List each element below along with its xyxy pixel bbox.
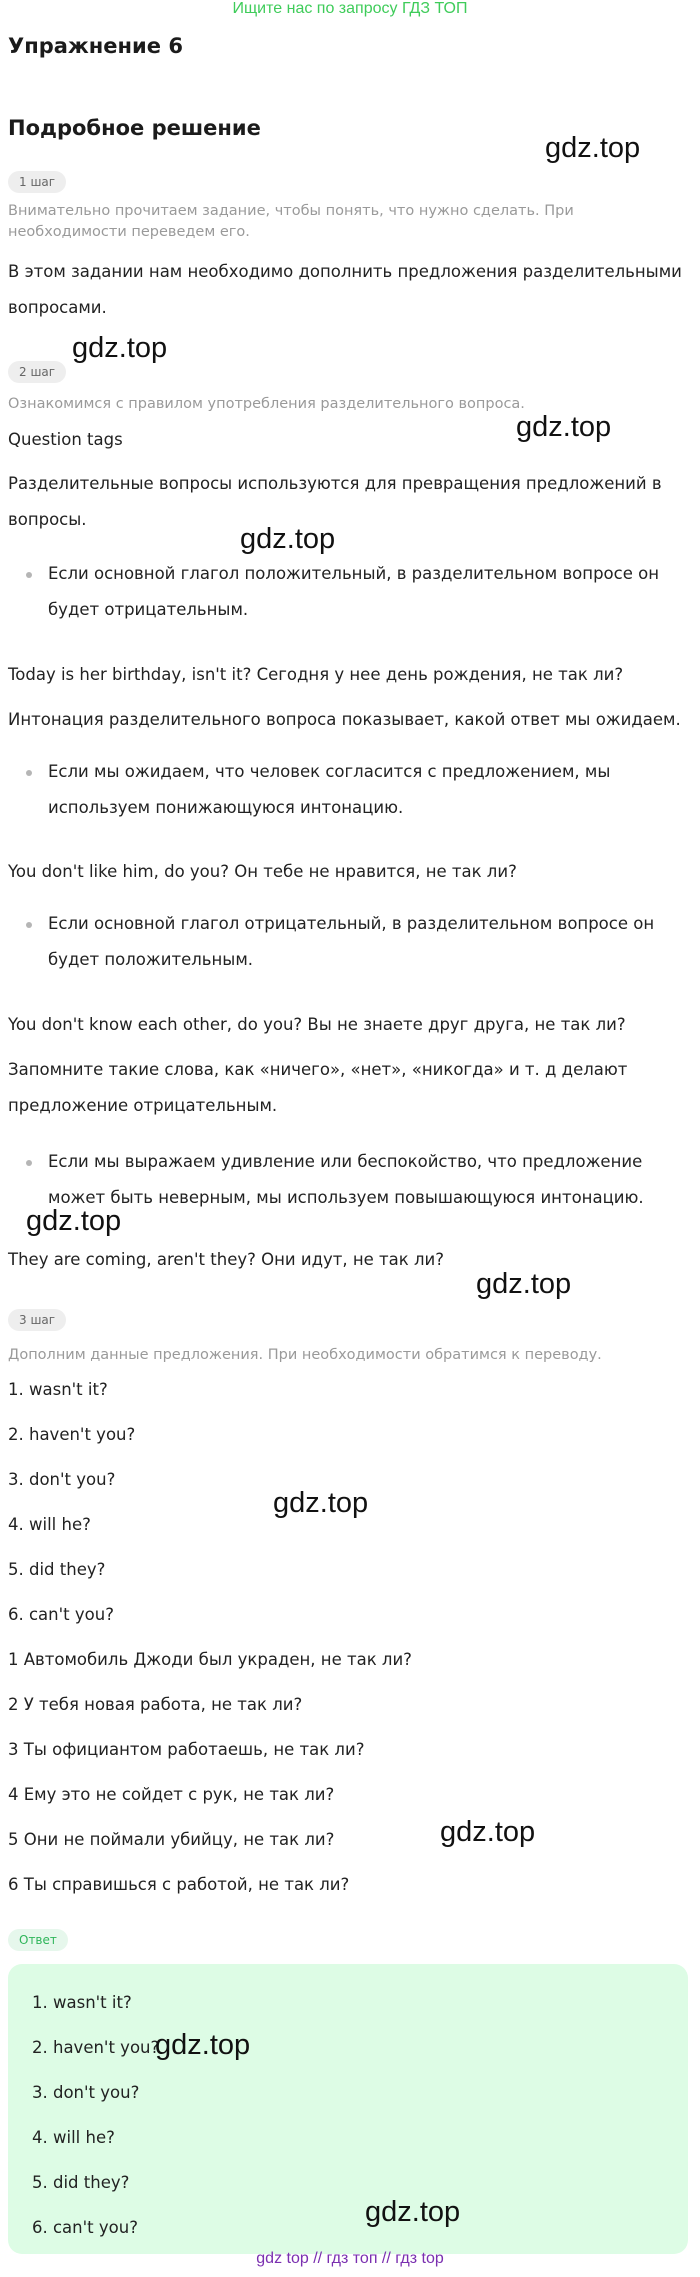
answer-item: 2. haven't you? xyxy=(32,2038,160,2057)
rule-heading: Question tags xyxy=(8,430,123,449)
rule-bullet-3: Если основной глагол отрицательный, в разделительном вопросе он будет положительным. xyxy=(48,914,655,969)
watermark: gdz.top xyxy=(155,2029,251,2061)
bullet-dot xyxy=(26,572,32,578)
translation: 4 Ему это не сойдет с рук, не так ли? xyxy=(8,1785,335,1804)
step2-note: Ознакомимся с правилом употребления разделительного вопроса. xyxy=(8,396,525,412)
rule-bullet-2: Если мы ожидаем, что человек согласится с предложением, мы используем понижающуюся интонацию. xyxy=(48,762,611,817)
step3-note: Дополним данные предложения. При необходимости обратимся к переводу. xyxy=(8,1347,602,1363)
translation: 1 Автомобиль Джоди был украден, не так ли? xyxy=(8,1650,412,1669)
answer-label: Ответ xyxy=(8,1929,68,1951)
step3-answer: 3. don't you? xyxy=(8,1470,116,1489)
answer-item: 6. can't you? xyxy=(32,2218,138,2237)
solution-title: Подробное решение xyxy=(8,116,261,140)
watermark: gdz.top xyxy=(440,1816,536,1848)
step1-text: В этом задании нам необходимо дополнить предложения разделительными вопросами. xyxy=(8,262,682,317)
example-2: You don't like him, do you? Он тебе не нравится, не так ли? xyxy=(8,862,517,881)
example-3: You don't know each other, do you? Вы не знаете друг друга, не так ли? xyxy=(8,1015,626,1034)
answer-item: 5. did they? xyxy=(32,2173,130,2192)
exercise-title: Упражнение 6 xyxy=(8,34,183,58)
watermark: gdz.top xyxy=(26,1205,122,1237)
watermark: gdz.top xyxy=(365,2196,461,2228)
watermark: gdz.top xyxy=(476,1268,572,1300)
answer-item: 3. don't you? xyxy=(32,2083,140,2102)
example-1: Today is her birthday, isn't it? Сегодня у нее день рождения, не так ли? xyxy=(8,665,624,684)
rule-bullet-1: Если основной глагол положительный, в разделительном вопросе он будет отрицательным. xyxy=(48,564,659,619)
translation: 6 Ты справишься с работой, не так ли? xyxy=(8,1875,350,1894)
bullet-dot xyxy=(26,1160,32,1166)
step-badge-1: 1 шаг xyxy=(8,171,66,193)
search-banner[interactable]: Ищите нас по запросу ГДЗ ТОП xyxy=(232,0,468,17)
step3-answer: 6. can't you? xyxy=(8,1605,114,1624)
remember-text: Запомните такие слова, как «ничего», «нет», «никогда» и т. д делают предложение отрицательным. xyxy=(8,1060,628,1115)
answer-item: 4. will he? xyxy=(32,2128,115,2147)
step-badge-3: 3 шаг xyxy=(8,1309,66,1331)
bullet-dot xyxy=(26,770,32,776)
translation: 5 Они не поймали убийцу, не так ли? xyxy=(8,1830,335,1849)
step3-answer: 1. wasn't it? xyxy=(8,1380,108,1399)
intonation-text: Интонация разделительного вопроса показывает, какой ответ мы ожидаем. xyxy=(8,710,681,729)
watermark: gdz.top xyxy=(545,132,641,164)
watermark: gdz.top xyxy=(273,1487,369,1519)
watermark: gdz.top xyxy=(240,523,336,555)
answer-item: 1. wasn't it? xyxy=(32,1993,132,2012)
translation: 3 Ты официантом работаешь, не так ли? xyxy=(8,1740,365,1759)
step3-answer: 2. haven't you? xyxy=(8,1425,136,1444)
watermark: gdz.top xyxy=(516,411,612,443)
step3-answer: 4. will he? xyxy=(8,1515,91,1534)
step-badge-2: 2 шаг xyxy=(8,361,66,383)
footer-links[interactable]: gdz top // гдз топ // гдз top xyxy=(256,2250,444,2267)
example-4: They are coming, aren't they? Они идут, не так ли? xyxy=(8,1250,444,1269)
rule-bullet-4: Если мы выражаем удивление или беспокойство, что предложение может быть неверным, мы используем повышающуюся интонацию. xyxy=(48,1152,644,1207)
step1-note: Внимательно прочитаем задание, чтобы понять, что нужно сделать. При необходимости переведем его. xyxy=(8,203,574,240)
bullet-dot xyxy=(26,922,32,928)
rule-intro: Разделительные вопросы используются для превращения предложений в вопросы. xyxy=(8,474,662,529)
step3-answer: 5. did they? xyxy=(8,1560,106,1579)
translation: 2 У тебя новая работа, не так ли? xyxy=(8,1695,303,1714)
watermark: gdz.top xyxy=(72,332,168,364)
